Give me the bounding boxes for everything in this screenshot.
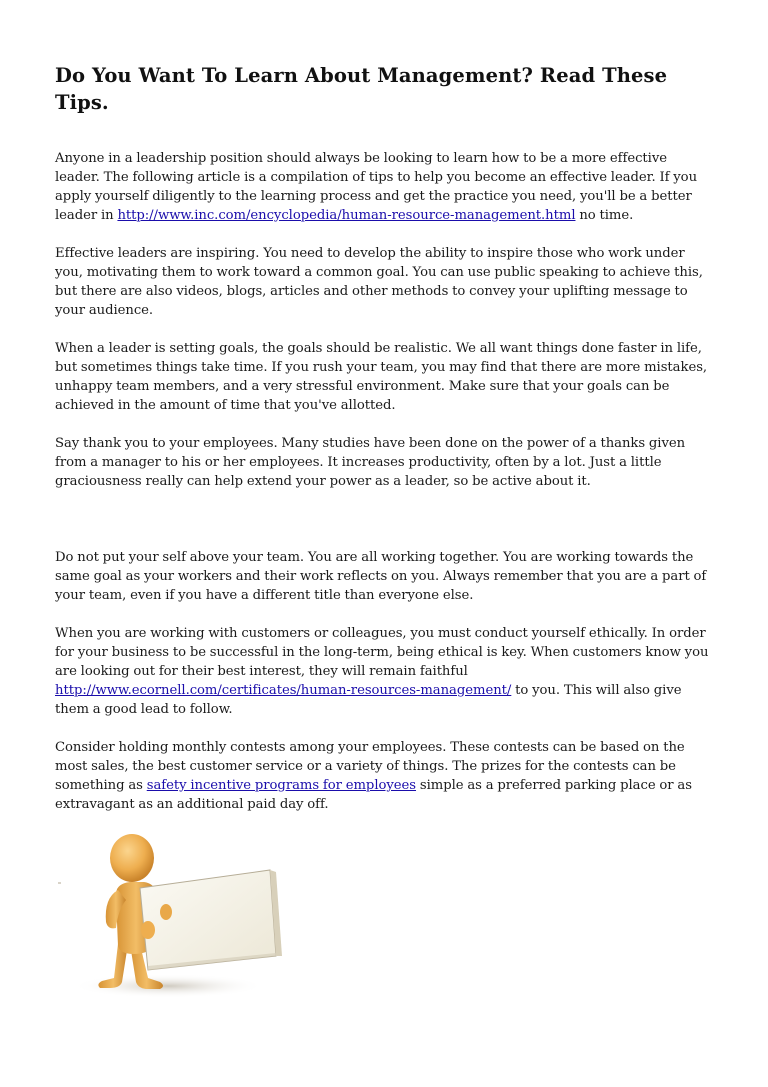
- link-ecornell-hrm[interactable]: http://www.ecornell.com/certificates/human-resources-management/: [55, 683, 512, 698]
- paragraph-inspiring: Effective leaders are inspiring. You need to develop the ability to inspire those who work under you, motivating them to work toward a common goal. You can use public speaking to achieve this, but there are also videos, blogs, articles and other methods to convey your uplifting message to your audience.: [55, 246, 703, 318]
- article: [55, 62, 715, 814]
- paragraph-ethics: When you are working with customers or colleagues, you must conduct yourself ethically. In order for your business to be successful in the long-term, being ethical is key. When customers know you are looking out for their best interest, they will remain faithful http://www.ecornell.com/certificates/human-resources-management/ to you. This will also give them a good lead to follow.: [55, 626, 709, 717]
- paragraph-thank-you: Say thank you to your employees. Many studies have been done on the power of a thanks given from a manager to his or her employees. It increases productivity, often by a lot. Just a little graciousness really can help extend your power as a leader, so be active about it.: [55, 436, 686, 489]
- person-holding-sign-image: [56, 826, 284, 998]
- paragraph-contests: Consider holding monthly contests among your employees. These contests can be based on the most sales, the best customer service or a variety of things. The prizes for the contests can be something as safety incentive programs for employees simple as a preferred parking place or as extravagant as an additional paid day off.: [55, 740, 692, 812]
- link-inc-hrm[interactable]: http://www.inc.com/encyclopedia/human-resource-management.html: [117, 208, 576, 223]
- page-title: Do You Want To Learn About Management? Read These Tips.: [55, 64, 668, 114]
- paragraph-intro: Anyone in a leadership position should always be looking to learn how to be a more effective leader. The following article is a compilation of tips to help you become an effective leader. If you apply yourself diligently to the learning process and get the practice you need, you'll be a better leader in http://www.inc.com/encyclopedia/human-resource-management.html no time.: [55, 151, 698, 223]
- link-safety-incentive[interactable]: safety incentive programs for employees: [146, 778, 417, 793]
- paragraph-goals: When a leader is setting goals, the goals should be realistic. We all want things done faster in life, but sometimes things take time. If you rush your team, you may find that there are more mistakes, unhappy team members, and a very stressful environment. Make sure that your goals can be achieved in the amount of time that you've allotted.: [55, 341, 708, 413]
- paragraph-team: Do not put your self above your team. You are all working together. You are working towards the same goal as your workers and their work reflects on you. Always remember that you are a part of your team, even if you have a different title than everyone else.: [55, 550, 707, 603]
- person-holding-sign-icon: [56, 826, 284, 998]
